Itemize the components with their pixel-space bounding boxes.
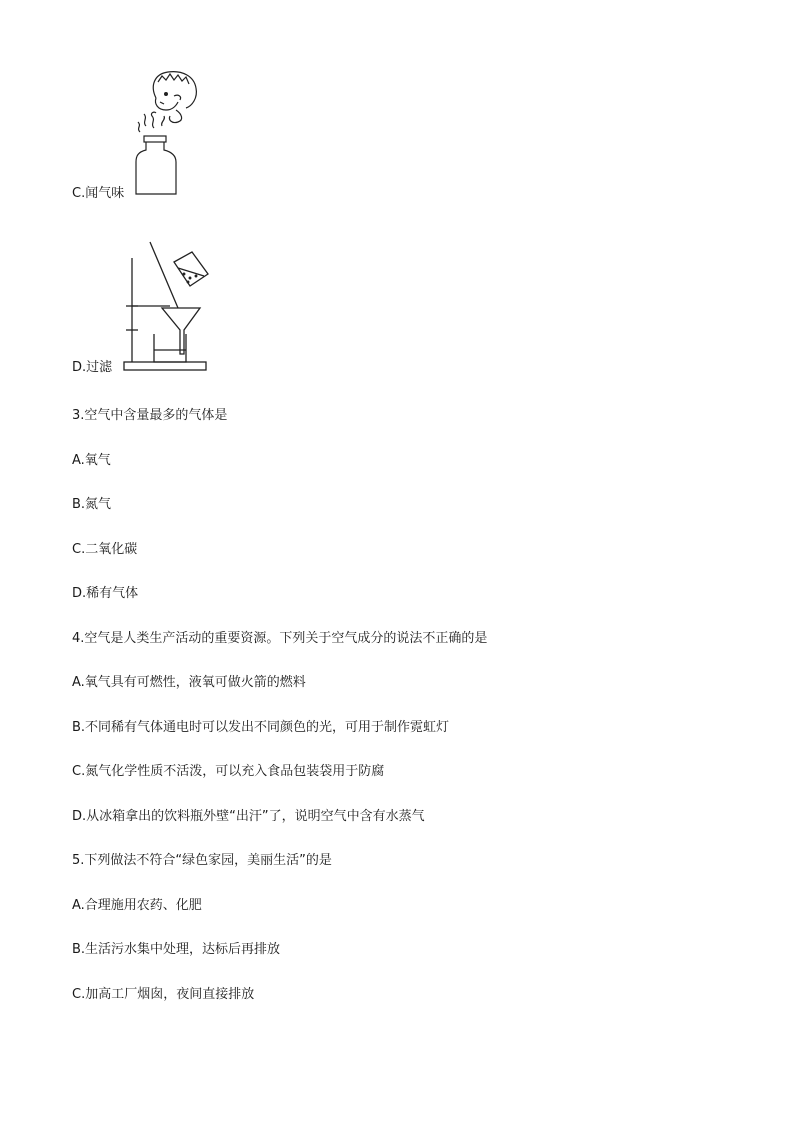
smell-gas-illustration <box>132 66 204 198</box>
question-5-option-b: B.生活污水集中处理，达标后再排放 <box>72 942 281 957</box>
question-3-option-a: A.氧气 <box>72 453 111 468</box>
question-3-stem: 3.空气中含量最多的气体是 <box>72 408 228 423</box>
question-5-option-c: C.加高工厂烟囱，夜间直接排放 <box>72 987 255 1002</box>
question-4-option-b: B.不同稀有气体通电时可以发出不同颜色的光，可用于制作霓虹灯 <box>72 720 450 735</box>
question-4-stem: 4.空气是人类生产活动的重要资源。下列关于空气成分的说法不正确的是 <box>72 631 488 646</box>
option-d-filter: D.过滤 <box>72 360 113 375</box>
question-3-option-b: B.氮气 <box>72 497 112 512</box>
question-4-option-a: A.氧气具有可燃性，液氧可做火箭的燃料 <box>72 675 306 690</box>
question-3-option-d: D.稀有气体 <box>72 586 139 601</box>
question-3-option-c: C.二氧化碳 <box>72 542 138 557</box>
question-5-option-a: A.合理施用农药、化肥 <box>72 898 202 913</box>
question-4-option-c: C.氮气化学性质不活泼，可以充入食品包装袋用于防腐 <box>72 764 385 779</box>
filtration-illustration <box>118 238 218 374</box>
question-5-stem: 5.下列做法不符合“绿色家园，美丽生活”的是 <box>72 853 332 868</box>
option-c-smell: C.闻气味 <box>72 186 125 201</box>
question-4-option-d: D.从冰箱拿出的饮料瓶外壁“出汗”了，说明空气中含有水蒸气 <box>72 809 425 824</box>
